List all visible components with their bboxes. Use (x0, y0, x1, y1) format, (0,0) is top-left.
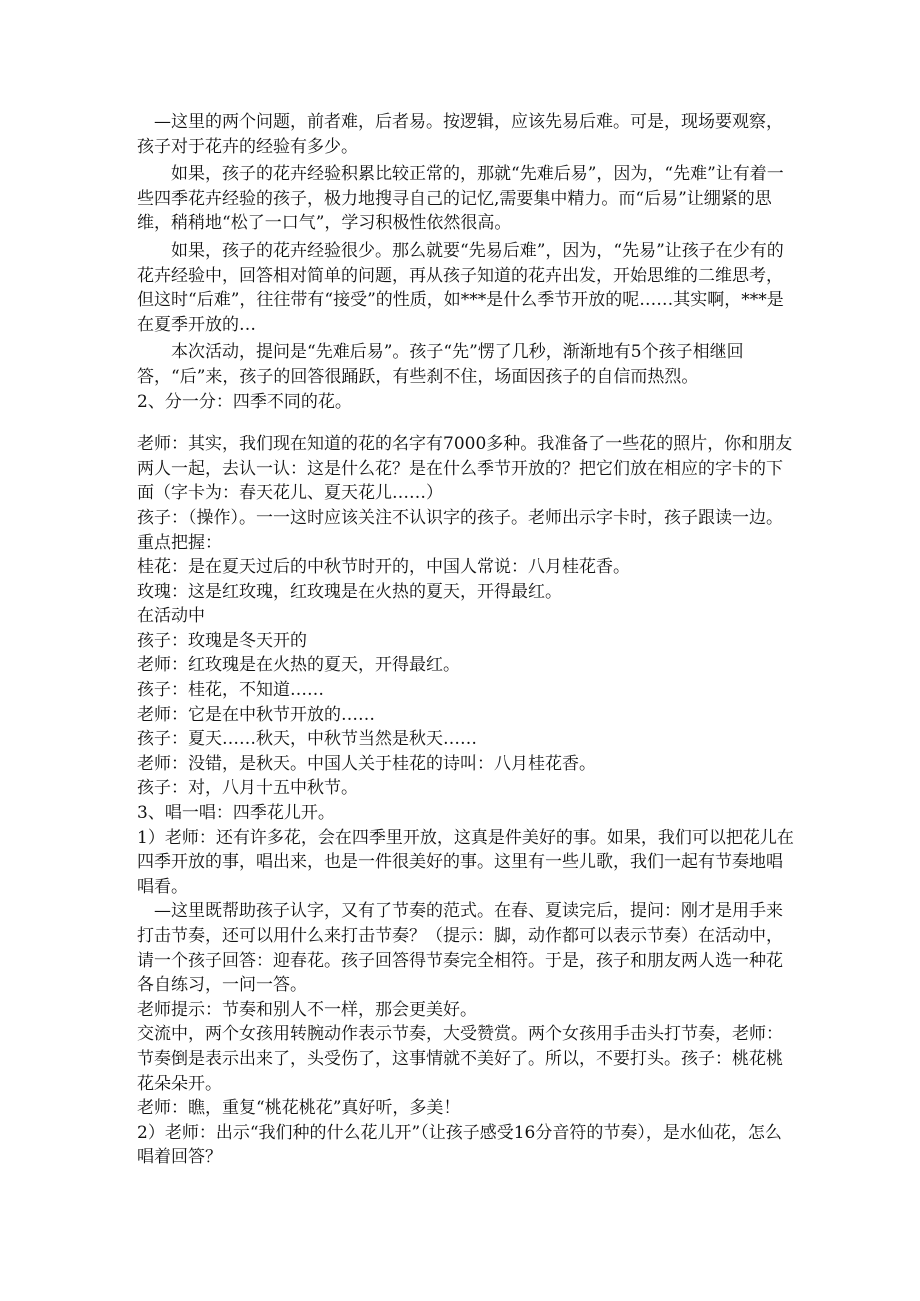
paragraph-easy-then-hard: 如果，孩子的花卉经验很少。那么就要“先易后难”，因为，“先易”让孩子在少有的花卉经验中，回答相对简单的问题，再从孩子知道的花卉出发，开始思维的二维思考，但这时“后难”，往往带有“接受”的性质，如***是什么季节开放的呢……其实啊，***是在夏季开放的… (137, 240, 784, 335)
paragraph-sing-step-2: 2）老师：出示“我们种的什么花儿开”（让孩子感受16分音符的节奏），是水仙花，怎么唱着回答？ (137, 1122, 782, 1168)
paragraph-note-difficulty: —这里的两个问题，前者难，后者易。按逻辑，应该先易后难。可是，现场要观察，孩子对于花卉的经验有多少。 (137, 112, 783, 157)
paragraph-sing-step-1: 1）老师：还有许多花，会在四季里开放，这真是件美好的事。如果，我们可以把花儿在四季开放的事，唱出来，也是一件很美好的事。这里有一些儿歌，我们一起有节奏地唱唱看。 (137, 827, 794, 897)
document-page (137, 110, 797, 1170)
paragraph-osmanthus: 桂花：是在夏天过后的中秋节时开的，中国人常说：八月桂花香。 (137, 557, 630, 578)
dialogue-line: 孩子：对，八月十五中秋节。 (137, 778, 358, 799)
paragraph-child-operate: 孩子：（操作）。一一这时应该关注不认识字的孩子。老师出示字卡时，孩子跟读一边。 (137, 507, 783, 528)
paragraph-key-points: 重点把握： (137, 532, 222, 553)
paragraph-hard-then-easy: 如果，孩子的花卉经验积累比较正常的，那就“先难后易”，因为，“先难”让有着一些四季花卉经验的孩子，极力地搜寻自己的记忆,需要集中精力。而“后易”让绷紧的思维，稍稍地“松了一口气”，学习积极性依然很高。 (137, 164, 784, 234)
dialogue-line: 老师：没错，是秋天。中国人关于桂花的诗叫：八月桂花香。 (137, 753, 596, 774)
section-heading-sing: 3、唱一唱：四季花儿开。 (137, 803, 335, 824)
paragraph-teacher-intro: 老师：其实，我们现在知道的花的名字有7000多种。我准备了一些花的照片，你和朋友两人一起，去认一认：这是什么花？是在什么季节开放的？把它们放在相应的字卡的下面（字卡为：春天花儿、夏天花儿……） (137, 434, 793, 504)
paragraph-rhythm-note: —这里既帮助孩子认字，又有了节奏的范式。在春、夏读完后，提问：刚才是用手来打击节奏，还可以用什么来打击节奏？（提示：脚，动作都可以表示节奏）在活动中，请一个孩子回答：迎春花。孩子回答得节奏完全相符。于是，孩子和朋友两人选一种花各自练习，一问一答。 (137, 901, 783, 996)
paragraph-exchange: 交流中，两个女孩用转腕动作表示节奏，大受赞赏。两个女孩用手击头打节奏，老师：节奏倒是表示出来了，头受伤了，这事情就不美好了。所以，不要打头。孩子：桃花桃花朵朵开。 (137, 1024, 783, 1094)
paragraph-teacher-praise: 老师：瞧，重复“桃花桃花”真好听，多美！ (137, 1098, 461, 1119)
paragraph-this-activity: 本次活动，提问是“先难后易”。孩子“先”愣了几秒，渐渐地有5个孩子相继回答，“后”来，孩子的回答很踊跃，有些刹不住，场面因孩子的自信而热烈。 (137, 342, 744, 387)
paragraph-rose: 玫瑰：这是红玫瑰，红玫瑰是在火热的夏天，开得最红。 (137, 581, 562, 602)
dialogue-line: 孩子：夏天……秋天，中秋节当然是秋天…… (137, 729, 477, 750)
dialogue-line: 孩子：玫瑰是冬天开的 (137, 630, 307, 651)
section-heading-sort: 2、分一分：四季不同的花。 (137, 391, 352, 412)
paragraph-in-activity: 在活动中 (137, 606, 205, 627)
dialogue-line: 孩子：桂花，不知道…… (137, 680, 324, 701)
dialogue-line: 老师：红玫瑰是在火热的夏天，开得最红。 (137, 655, 460, 676)
paragraph-teacher-tip: 老师提示：节奏和别人不一样，那会更美好。 (137, 999, 477, 1020)
dialogue-line: 老师：它是在中秋节开放的…… (137, 704, 375, 725)
